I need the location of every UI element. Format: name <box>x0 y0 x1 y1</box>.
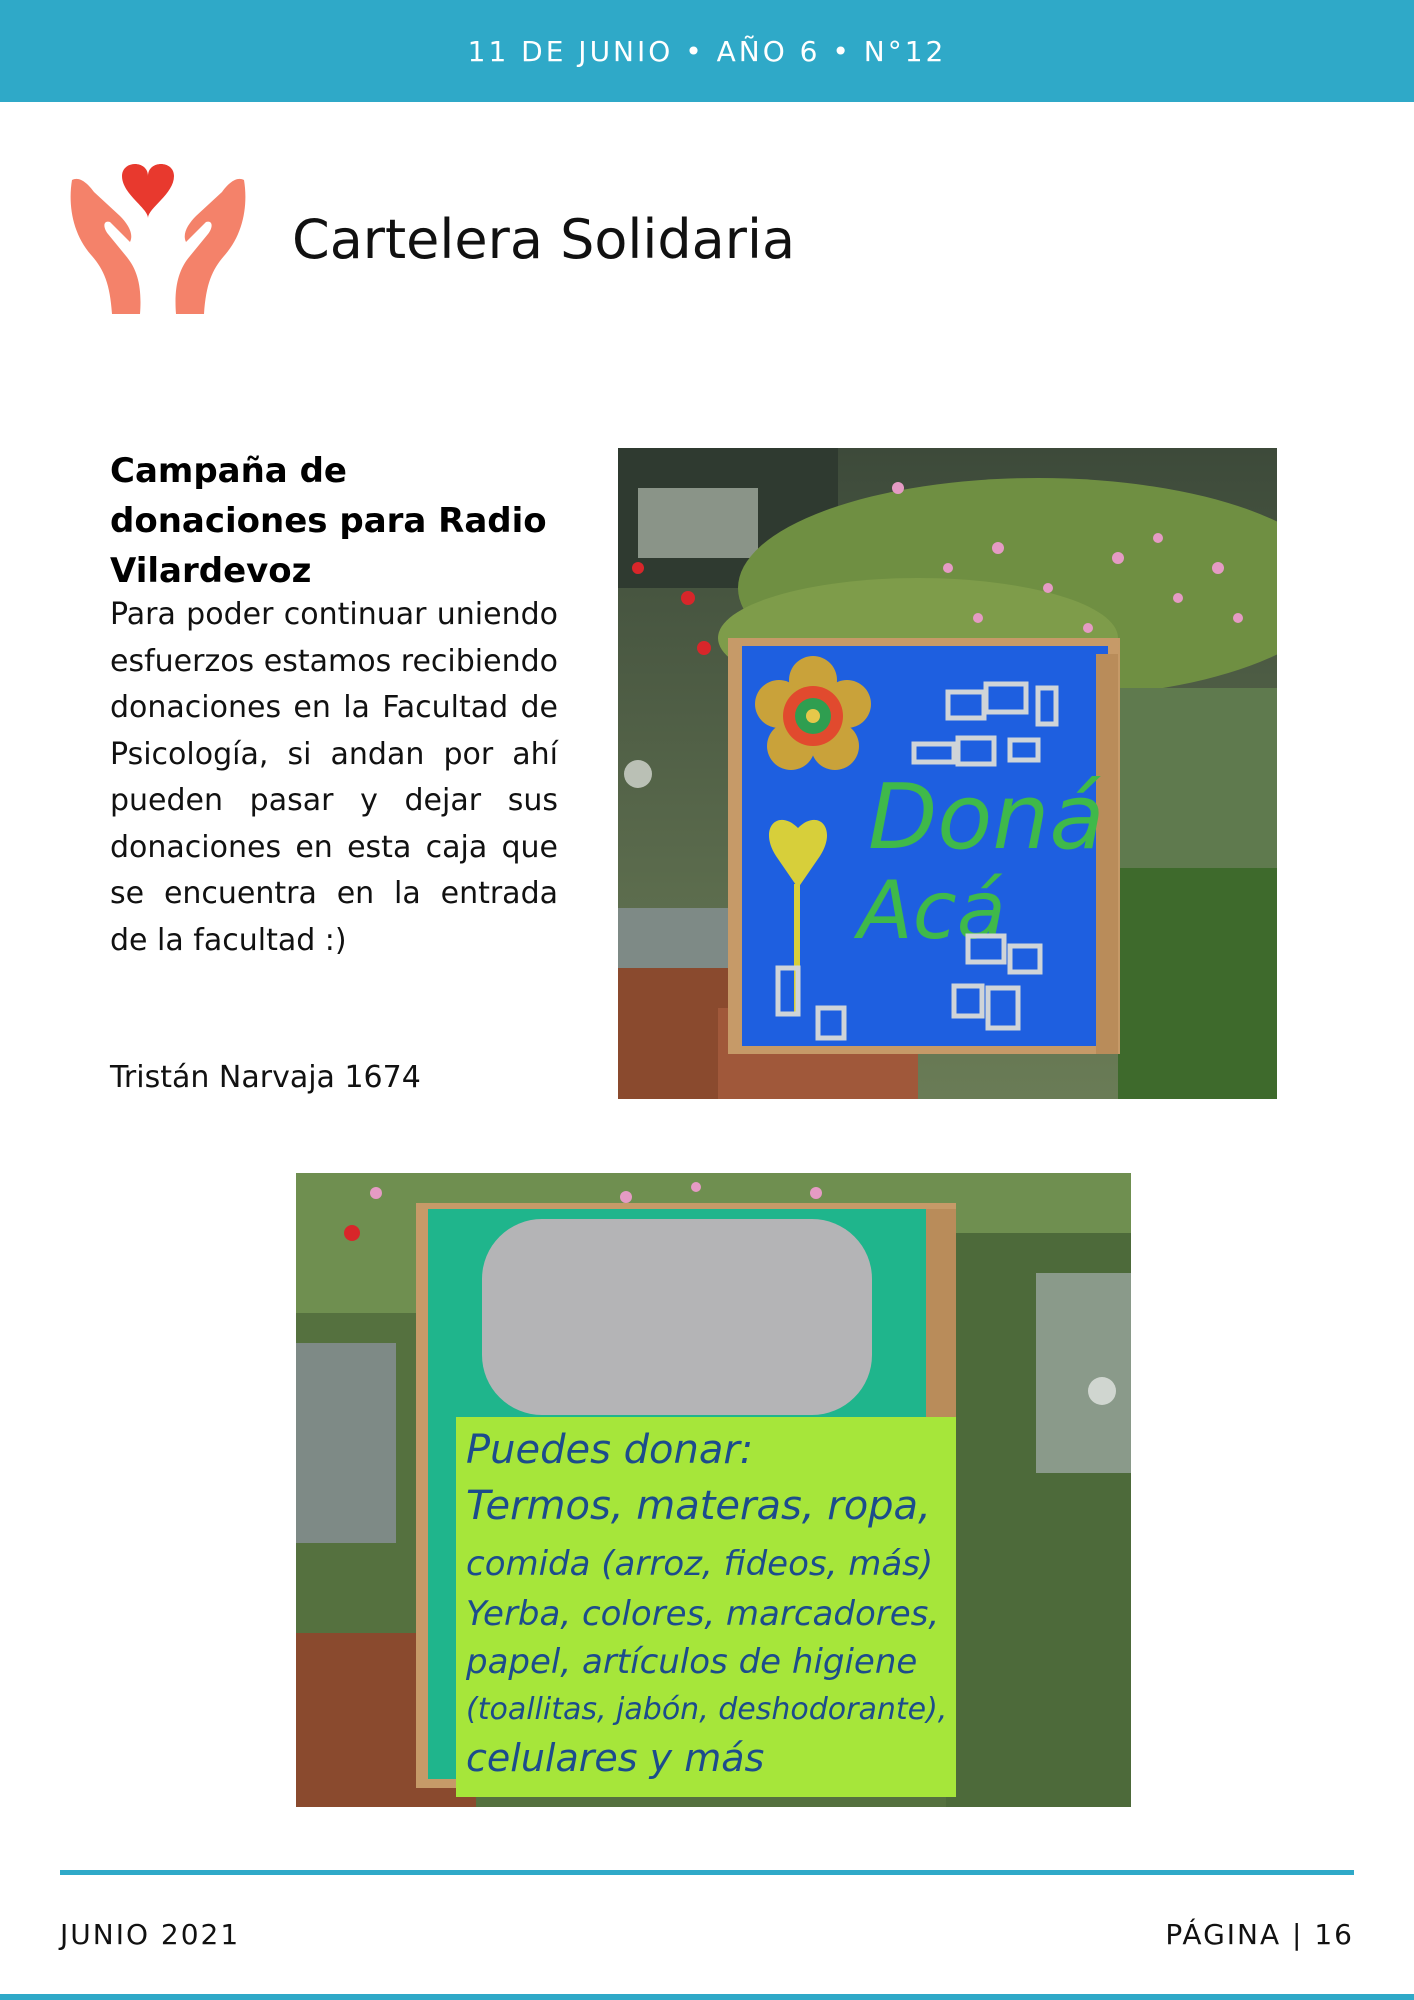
svg-text:comida (arroz, fideos, más) <box>465 1544 950 1682</box>
svg-text:(toallitas, jabón, deshodorant <box>466 1692 947 1727</box>
svg-text:celulares y más <box>466 1736 764 1780</box>
donation-list-photo <box>296 1173 1131 1807</box>
photo-2-text-line-1: Puedes donar: <box>466 1427 754 1473</box>
donation-box-front-photo <box>618 448 1277 1099</box>
footer-divider <box>60 1870 1354 1875</box>
article-heading: Campaña de donaciones para Radio Vilardevoz <box>110 451 547 591</box>
footer-date: JUNIO 2021 <box>60 1918 241 1951</box>
photo-2-text-line-5: papel, artículos de higiene <box>466 1642 918 1682</box>
photo-2-text-line-7: celulares y más <box>466 1736 765 1780</box>
section-title: Cartelera Solidaria <box>292 208 796 271</box>
top-banner <box>0 0 1414 102</box>
photo-1-text-line-1: Doná <box>868 765 1105 870</box>
hands-heart-icon <box>68 164 248 314</box>
photo-2-text-line-6: (toallitas, jabón, deshodorante), <box>466 1692 948 1727</box>
issue-line: 11 DE JUNIO • AÑO 6 • N°12 <box>467 34 947 68</box>
article-body: Para poder continuar uniendo esfuerzos estamos recibiendo donaciones en la Facultad de Psicología, si andan por ahí pueden pasar y dejar sus donaciones en esta caja que se encuentra en la entrada de la facultad :) <box>110 597 558 958</box>
photo-2-text-line-4: Yerba, colores, marcadores, <box>466 1594 940 1634</box>
bottom-strip <box>0 1994 1414 2000</box>
footer-page-number: PÁGINA | 16 <box>1165 1918 1354 1951</box>
photo-2-text-line-3: comida (arroz, fideos, más) <box>466 1544 934 1584</box>
photo-1-text-line-2: Acá <box>858 864 1006 957</box>
photo-2-text-line-2: Termos, materas, ropa, <box>466 1483 931 1529</box>
article-address: Tristán Narvaja 1674 <box>110 1060 421 1095</box>
